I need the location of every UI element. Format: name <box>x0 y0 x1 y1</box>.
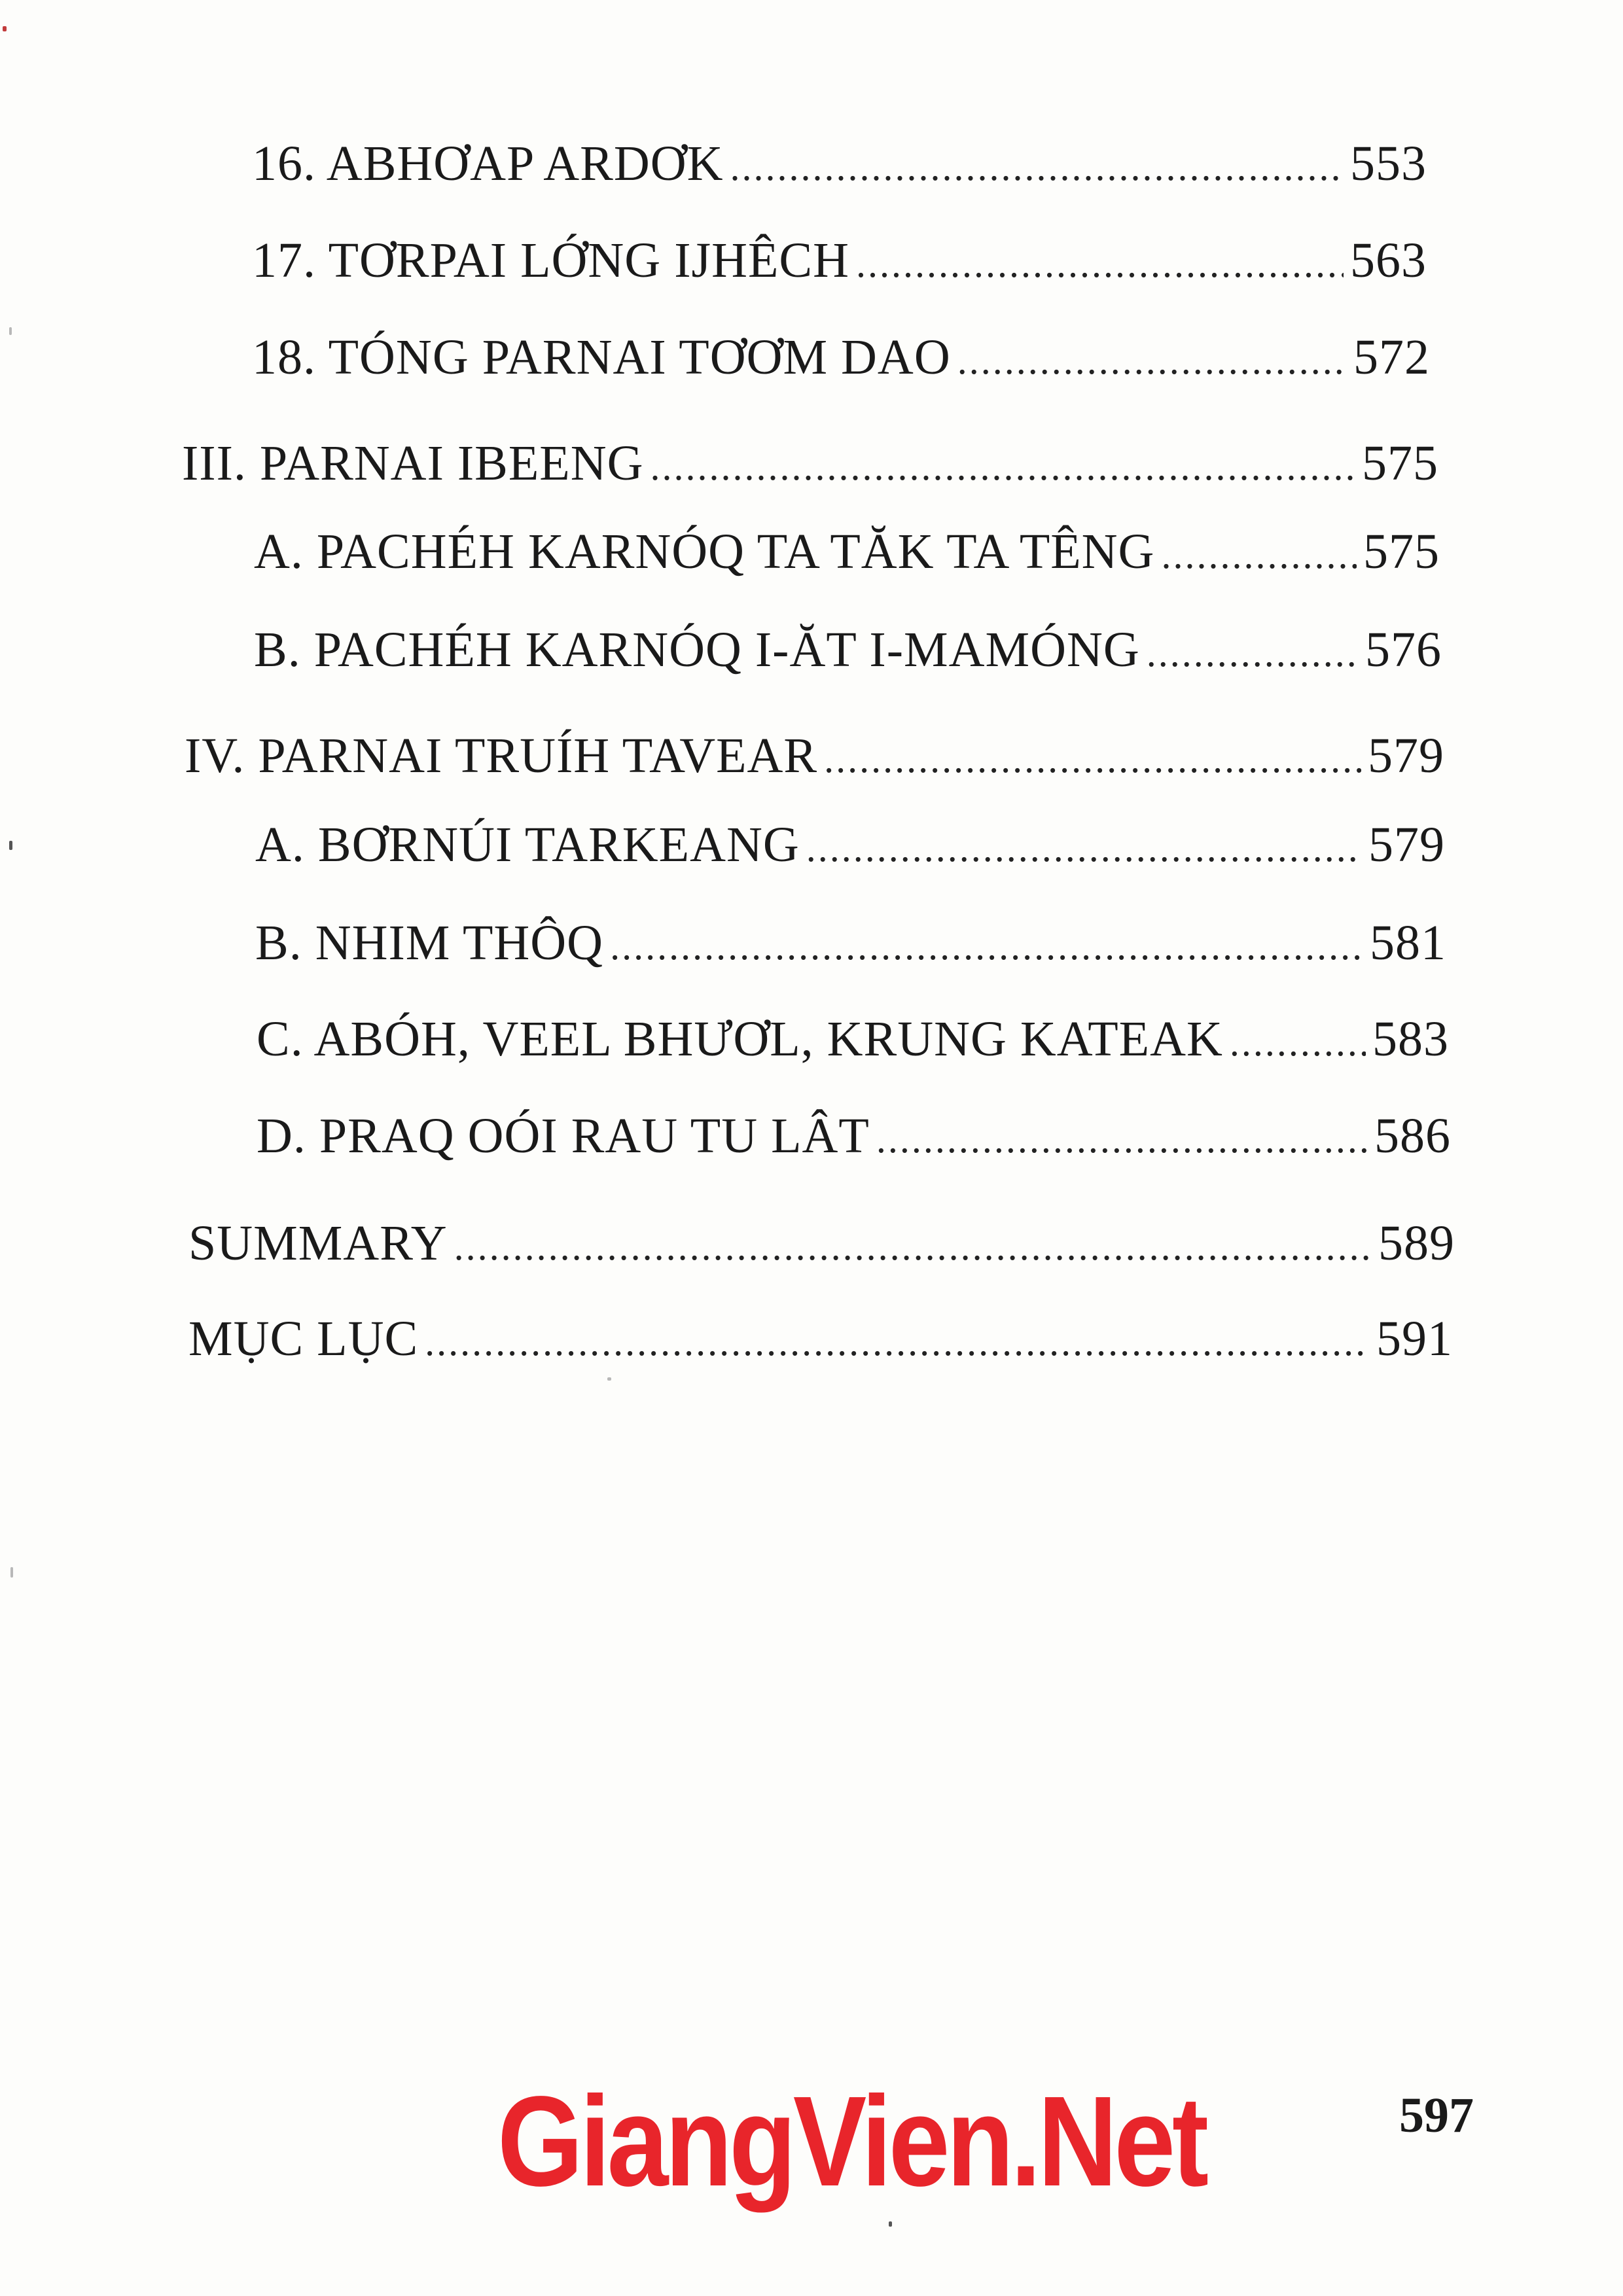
toc-entry-page: 575 <box>1362 436 1438 491</box>
toc-entry-page: 553 <box>1350 136 1427 191</box>
scan-speck <box>9 327 12 335</box>
toc-entry <box>254 524 1440 579</box>
scan-speck <box>9 841 12 850</box>
toc-entry-page: 589 <box>1378 1216 1455 1271</box>
toc-entry-label: SUMMARY <box>188 1216 448 1271</box>
toc-entry-label: 18. TÓNG PARNAI TƠƠM DAO <box>252 330 951 385</box>
toc-leader-dots <box>824 739 1361 779</box>
toc-leader-dots <box>876 1120 1368 1159</box>
toc-leader-dots <box>730 147 1344 186</box>
toc-entry <box>257 1012 1449 1067</box>
toc-entry <box>255 817 1445 872</box>
toc-entry-page: 572 <box>1353 330 1430 385</box>
watermark-logo: GiangVien.Net <box>497 2070 1205 2213</box>
toc-entry-label: 17. TƠRPAI LỚNG IJHÊCH <box>252 233 849 288</box>
page-number: 597 <box>1399 2088 1474 2143</box>
toc-entry-page: 576 <box>1365 622 1442 677</box>
toc-leader-dots <box>1147 633 1359 673</box>
toc-entry <box>255 915 1446 970</box>
toc-entry-page: 581 <box>1370 915 1446 970</box>
toc-entry <box>188 1216 1455 1271</box>
toc-entry-page: 579 <box>1368 817 1445 872</box>
toc-entry-label: B. PACHÉH KARNÓQ I-ĂT I-MAMÓNG <box>254 622 1140 677</box>
toc-entry <box>182 436 1438 491</box>
toc-entry-label: 16. ABHƠAP ARDƠK <box>252 136 724 191</box>
toc-entry-page: 575 <box>1363 524 1440 579</box>
toc-entry-page: 579 <box>1368 728 1444 783</box>
toc-entry-page: 591 <box>1376 1311 1453 1366</box>
scan-speck <box>889 2221 892 2227</box>
toc-leader-dots <box>425 1322 1370 1362</box>
scan-speck <box>10 1567 13 1578</box>
toc-entry <box>252 233 1427 288</box>
toc-entry-label: B. NHIM THÔQ <box>255 915 604 970</box>
toc-entry-label: MỤC LỤC <box>188 1311 419 1366</box>
toc-leader-dots <box>651 447 1356 486</box>
toc-entry-label: D. PRAQ OÓI RAU TU LÂT <box>257 1108 870 1163</box>
toc-entry <box>254 622 1442 677</box>
toc-leader-dots <box>454 1227 1372 1266</box>
toc-entry-label: C. ABÓH, VEEL BHƯƠL, KRUNG KATEAK <box>257 1012 1223 1067</box>
toc-entry-label: III. PARNAI IBEENG <box>182 436 644 491</box>
toc-leader-dots <box>957 341 1347 380</box>
toc-entry-label: A. BƠRNÚI TARKEANG <box>255 817 800 872</box>
toc-entry-page: 583 <box>1372 1012 1449 1067</box>
toc-entry-label: A. PACHÉH KARNÓQ TA TĂK TA TÊNG <box>254 524 1155 579</box>
toc-entry <box>252 136 1427 191</box>
toc-entry <box>185 728 1444 783</box>
toc-entry <box>188 1311 1453 1366</box>
scan-speck <box>3 26 7 31</box>
toc-leader-dots <box>1161 535 1357 574</box>
toc-leader-dots <box>806 828 1362 868</box>
scan-speck <box>607 1377 611 1381</box>
toc-entry-label: IV. PARNAI TRUÍH TAVEAR <box>185 728 818 783</box>
toc-entry-page: 563 <box>1350 233 1427 288</box>
toc-entry-page: 586 <box>1374 1108 1451 1163</box>
toc-entry <box>252 330 1430 385</box>
toc-leader-dots <box>610 927 1363 966</box>
toc-leader-dots <box>1230 1023 1366 1062</box>
toc-entry <box>257 1108 1451 1163</box>
toc-leader-dots <box>856 244 1344 283</box>
